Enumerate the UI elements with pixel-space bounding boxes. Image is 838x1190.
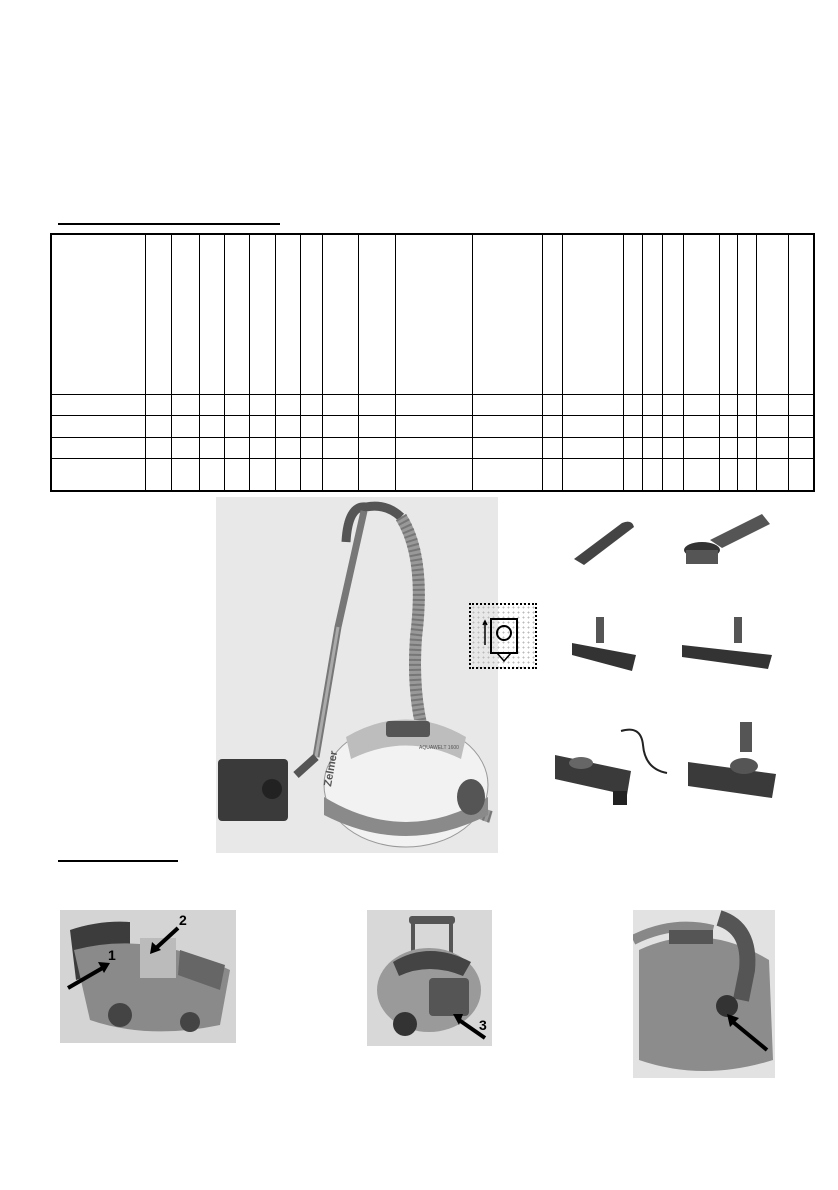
table-row <box>51 437 814 459</box>
turbo-brush-electric-icon <box>551 725 669 807</box>
photo-hose-inlet <box>633 910 775 1078</box>
dust-bag-symbol <box>469 603 537 669</box>
vacuum-cleaner-photo <box>216 497 498 853</box>
section-heading-underline <box>58 860 178 862</box>
callout-number-1: 1 <box>108 947 116 963</box>
dust-bag-icon <box>471 605 535 667</box>
callout-number-2: 2 <box>179 912 187 928</box>
photo-filter-compartment <box>60 910 236 1043</box>
specification-table <box>50 233 815 492</box>
crevice-nozzle-icon <box>570 515 640 567</box>
table-row <box>51 459 814 491</box>
table-header-row <box>51 234 814 394</box>
photo-side-grille <box>367 910 492 1046</box>
section-heading-underline <box>58 223 280 225</box>
floor-nozzle-small-icon <box>678 615 776 677</box>
callout-number-3: 3 <box>479 1017 487 1033</box>
panel-label: AQUAWELT 1600 <box>419 745 459 751</box>
dusting-brush-icon <box>680 510 775 570</box>
filter-compartment-drawing <box>60 910 236 1043</box>
hose-inlet-drawing <box>633 910 775 1078</box>
upholstery-nozzle-icon <box>570 615 642 675</box>
turbo-brush-icon <box>684 720 780 808</box>
side-grille-drawing <box>367 910 492 1046</box>
table-row <box>51 394 814 416</box>
table-row <box>51 416 814 438</box>
brand-label: Zelmer <box>322 749 341 788</box>
vacuum-cleaner-drawing <box>216 497 498 853</box>
